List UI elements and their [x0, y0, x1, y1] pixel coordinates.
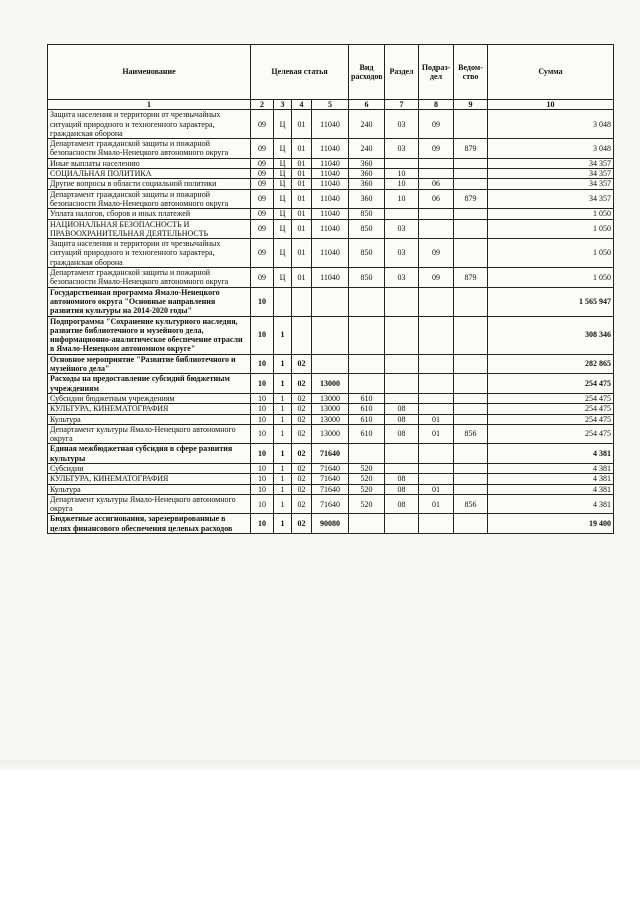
target-code-1: 10	[251, 374, 274, 394]
row-name: Субсидии бюджетным учреждениям	[48, 393, 251, 403]
target-code-2: 1	[274, 494, 292, 514]
section: 08	[385, 494, 419, 514]
table-row	[48, 514, 614, 534]
amount: 1 050	[488, 209, 614, 219]
expense-type: 850	[349, 209, 385, 219]
amount: 1 050	[488, 239, 614, 268]
department-code	[454, 404, 488, 414]
row-name: Культура	[48, 414, 251, 424]
target-code-3: 01	[292, 139, 312, 159]
expense-type: 360	[349, 189, 385, 209]
amount: 4 381	[488, 484, 614, 494]
target-code-2: Ц	[274, 268, 292, 288]
header-summa: Сумма	[488, 45, 614, 100]
target-code-1: 09	[251, 169, 274, 179]
department-code	[454, 158, 488, 168]
section	[385, 158, 419, 168]
target-code-3: 01	[292, 110, 312, 139]
subsection: 01	[419, 414, 454, 424]
col-number: 8	[419, 100, 454, 110]
department-code	[454, 463, 488, 473]
section	[385, 393, 419, 403]
table-row	[48, 354, 614, 374]
target-code-4	[312, 287, 349, 316]
department-code: 856	[454, 424, 488, 444]
budget-table	[47, 44, 614, 534]
target-code-2: 1	[274, 474, 292, 484]
expense-type: 850	[349, 219, 385, 239]
subsection	[419, 393, 454, 403]
expense-type: 520	[349, 494, 385, 514]
section: 03	[385, 268, 419, 288]
row-name: Субсидии	[48, 463, 251, 473]
header-row	[48, 45, 614, 100]
section: 10	[385, 189, 419, 209]
expense-type	[349, 374, 385, 394]
target-code-4: 13000	[312, 393, 349, 403]
subsection	[419, 287, 454, 316]
section	[385, 316, 419, 354]
table-body	[48, 110, 614, 534]
target-code-4: 11040	[312, 139, 349, 159]
subsection: 06	[419, 179, 454, 189]
col-number: 1	[48, 100, 251, 110]
target-code-3: 01	[292, 179, 312, 189]
subsection	[419, 404, 454, 414]
expense-type: 520	[349, 474, 385, 484]
section	[385, 209, 419, 219]
subsection: 09	[419, 268, 454, 288]
subsection	[419, 219, 454, 239]
target-code-3	[292, 316, 312, 354]
amount: 34 357	[488, 158, 614, 168]
target-code-2: Ц	[274, 239, 292, 268]
target-code-2: 1	[274, 404, 292, 414]
col-number: 9	[454, 100, 488, 110]
target-code-3: 02	[292, 474, 312, 484]
target-code-3: 02	[292, 404, 312, 414]
department-code	[454, 316, 488, 354]
header-target: Целевая статья	[251, 45, 349, 100]
target-code-3: 02	[292, 414, 312, 424]
section	[385, 514, 419, 534]
department-code	[454, 374, 488, 394]
row-name: Департамент гражданской защиты и пожарной безопасности Ямало-Ненецкого автономного округа	[48, 268, 251, 288]
department-code: 879	[454, 139, 488, 159]
table-row	[48, 219, 614, 239]
department-code	[454, 514, 488, 534]
amount: 34 357	[488, 179, 614, 189]
col-number: 10	[488, 100, 614, 110]
section: 10	[385, 179, 419, 189]
section	[385, 444, 419, 464]
section	[385, 287, 419, 316]
table-row	[48, 494, 614, 514]
target-code-4: 71640	[312, 484, 349, 494]
expense-type	[349, 514, 385, 534]
expense-type: 610	[349, 404, 385, 414]
col-number: 7	[385, 100, 419, 110]
table-row	[48, 110, 614, 139]
col-number: 2	[251, 100, 274, 110]
expense-type: 610	[349, 424, 385, 444]
expense-type	[349, 444, 385, 464]
expense-type	[349, 287, 385, 316]
section: 03	[385, 239, 419, 268]
target-code-3: 02	[292, 424, 312, 444]
target-code-2: 1	[274, 414, 292, 424]
target-code-1: 10	[251, 393, 274, 403]
amount: 3 048	[488, 139, 614, 159]
target-code-4: 11040	[312, 209, 349, 219]
department-code	[454, 393, 488, 403]
table-row	[48, 374, 614, 394]
table-row	[48, 404, 614, 414]
table-row	[48, 474, 614, 484]
target-code-3: 02	[292, 444, 312, 464]
target-code-1: 10	[251, 354, 274, 374]
target-code-4: 11040	[312, 268, 349, 288]
target-code-1: 09	[251, 268, 274, 288]
table-row	[48, 484, 614, 494]
table-row	[48, 158, 614, 168]
col-number: 3	[274, 100, 292, 110]
row-name: Культура	[48, 484, 251, 494]
subsection	[419, 209, 454, 219]
target-code-1: 10	[251, 424, 274, 444]
target-code-2: 1	[274, 463, 292, 473]
section: 08	[385, 414, 419, 424]
table-row	[48, 169, 614, 179]
subsection: 09	[419, 239, 454, 268]
table-row	[48, 287, 614, 316]
target-code-1: 09	[251, 189, 274, 209]
amount: 1 050	[488, 268, 614, 288]
department-code	[454, 414, 488, 424]
target-code-4: 11040	[312, 169, 349, 179]
table-row	[48, 189, 614, 209]
amount: 308 346	[488, 316, 614, 354]
expense-type: 520	[349, 484, 385, 494]
row-name: КУЛЬТУРА, КИНЕМАТОГРАФИЯ	[48, 404, 251, 414]
row-name: Защита населения и территории от чрезвычайных ситуаций природного и техногенного характера, гражданская оборона	[48, 110, 251, 139]
amount: 254 475	[488, 424, 614, 444]
header-razdel: Раздел	[385, 45, 419, 100]
target-code-4	[312, 354, 349, 374]
amount: 4 381	[488, 474, 614, 484]
department-code	[454, 354, 488, 374]
row-name: Единая межбюджетная субсидия в сфере развития культуры	[48, 444, 251, 464]
expense-type: 240	[349, 110, 385, 139]
subsection: 09	[419, 139, 454, 159]
amount: 1 565 947	[488, 287, 614, 316]
target-code-2: 1	[274, 374, 292, 394]
row-name: Иные выплаты населению	[48, 158, 251, 168]
subsection	[419, 354, 454, 374]
section: 08	[385, 484, 419, 494]
target-code-1: 10	[251, 287, 274, 316]
target-code-3: 02	[292, 484, 312, 494]
department-code	[454, 179, 488, 189]
target-code-4: 13000	[312, 414, 349, 424]
header-vid: Вид расходов	[349, 45, 385, 100]
amount: 3 048	[488, 110, 614, 139]
subsection	[419, 316, 454, 354]
department-code: 856	[454, 494, 488, 514]
target-code-1: 09	[251, 219, 274, 239]
target-code-4	[312, 316, 349, 354]
expense-type: 610	[349, 393, 385, 403]
section: 08	[385, 424, 419, 444]
amount: 19 400	[488, 514, 614, 534]
target-code-2: Ц	[274, 209, 292, 219]
subsection	[419, 158, 454, 168]
row-name: Государственная программа Ямало-Ненецкого автономного округа "Основные направления развития культуры на 2014-2020 годы"	[48, 287, 251, 316]
amount: 254 475	[488, 374, 614, 394]
row-name: СОЦИАЛЬНАЯ ПОЛИТИКА	[48, 169, 251, 179]
scan-edge	[0, 760, 640, 770]
amount: 1 050	[488, 219, 614, 239]
subsection: 01	[419, 484, 454, 494]
table-row	[48, 179, 614, 189]
section: 08	[385, 404, 419, 414]
subsection: 01	[419, 494, 454, 514]
subsection: 01	[419, 424, 454, 444]
target-code-3: 02	[292, 463, 312, 473]
amount: 282 865	[488, 354, 614, 374]
expense-type	[349, 316, 385, 354]
target-code-3: 01	[292, 219, 312, 239]
subsection	[419, 514, 454, 534]
table-row	[48, 239, 614, 268]
target-code-4: 13000	[312, 424, 349, 444]
row-name: НАЦИОНАЛЬНАЯ БЕЗОПАСНОСТЬ И ПРАВООХРАНИТЕЛЬНАЯ ДЕЯТЕЛЬНОСТЬ	[48, 219, 251, 239]
expense-type: 520	[349, 463, 385, 473]
department-code	[454, 239, 488, 268]
target-code-1: 10	[251, 316, 274, 354]
row-name: Уплата налогов, сборов и иных платежей	[48, 209, 251, 219]
target-code-4: 11040	[312, 110, 349, 139]
table-row	[48, 316, 614, 354]
target-code-3: 02	[292, 374, 312, 394]
subsection	[419, 169, 454, 179]
section: 08	[385, 474, 419, 484]
target-code-3	[292, 287, 312, 316]
table-row	[48, 424, 614, 444]
target-code-4: 11040	[312, 189, 349, 209]
target-code-4: 13000	[312, 374, 349, 394]
target-code-4: 11040	[312, 219, 349, 239]
target-code-3: 01	[292, 268, 312, 288]
row-name: Департамент культуры Ямало-Ненецкого автономного округа	[48, 494, 251, 514]
target-code-2: Ц	[274, 158, 292, 168]
expense-type: 240	[349, 139, 385, 159]
target-code-2: 1	[274, 393, 292, 403]
target-code-2: 1	[274, 424, 292, 444]
table-row	[48, 414, 614, 424]
row-name: Расходы на предоставление субсидий бюджетным учреждениям	[48, 374, 251, 394]
subsection	[419, 474, 454, 484]
target-code-2: 1	[274, 316, 292, 354]
header-vedomstvo: Ведом-ство	[454, 45, 488, 100]
target-code-1: 09	[251, 209, 274, 219]
amount: 254 475	[488, 414, 614, 424]
target-code-2: 1	[274, 514, 292, 534]
table-row	[48, 268, 614, 288]
target-code-4: 90080	[312, 514, 349, 534]
target-code-2: 1	[274, 484, 292, 494]
department-code: 879	[454, 189, 488, 209]
amount: 34 357	[488, 189, 614, 209]
target-code-1: 09	[251, 110, 274, 139]
target-code-4: 11040	[312, 179, 349, 189]
row-name: Другие вопросы в области социальной политики	[48, 179, 251, 189]
target-code-3: 01	[292, 158, 312, 168]
target-code-2: 1	[274, 444, 292, 464]
table-row	[48, 463, 614, 473]
target-code-3: 01	[292, 209, 312, 219]
row-name: Подпрограмма "Сохранение культурного наследия, развитие библиотечного и музейного дела, информационно-аналитическое обеспечение отрасли в Ямало-Ненецком автономном округе"	[48, 316, 251, 354]
subsection	[419, 444, 454, 464]
target-code-3: 02	[292, 354, 312, 374]
amount: 4 381	[488, 494, 614, 514]
col-number: 5	[312, 100, 349, 110]
amount: 4 381	[488, 463, 614, 473]
department-code	[454, 110, 488, 139]
target-code-2: Ц	[274, 219, 292, 239]
amount: 4 381	[488, 444, 614, 464]
table-row	[48, 139, 614, 159]
expense-type: 360	[349, 158, 385, 168]
expense-type: 360	[349, 179, 385, 189]
target-code-2: 1	[274, 354, 292, 374]
target-code-1: 10	[251, 494, 274, 514]
department-code	[454, 484, 488, 494]
target-code-3: 01	[292, 239, 312, 268]
target-code-2: Ц	[274, 110, 292, 139]
row-name: КУЛЬТУРА, КИНЕМАТОГРАФИЯ	[48, 474, 251, 484]
target-code-1: 10	[251, 404, 274, 414]
target-code-4: 71640	[312, 494, 349, 514]
target-code-1: 09	[251, 139, 274, 159]
department-code	[454, 474, 488, 484]
department-code	[454, 444, 488, 464]
section: 03	[385, 219, 419, 239]
col-number: 6	[349, 100, 385, 110]
target-code-4: 11040	[312, 158, 349, 168]
target-code-1: 09	[251, 239, 274, 268]
section: 03	[385, 139, 419, 159]
subsection	[419, 374, 454, 394]
target-code-3: 02	[292, 393, 312, 403]
section	[385, 374, 419, 394]
section	[385, 463, 419, 473]
section: 03	[385, 110, 419, 139]
row-name: Бюджетные ассигнования, зарезервированные в целях финансового обеспечения целевых расходов	[48, 514, 251, 534]
subsection	[419, 463, 454, 473]
target-code-1: 10	[251, 474, 274, 484]
department-code	[454, 169, 488, 179]
department-code	[454, 287, 488, 316]
target-code-1: 10	[251, 514, 274, 534]
target-code-3: 01	[292, 169, 312, 179]
target-code-3: 02	[292, 514, 312, 534]
department-code	[454, 219, 488, 239]
table-row	[48, 393, 614, 403]
target-code-4: 71640	[312, 474, 349, 484]
subsection: 09	[419, 110, 454, 139]
target-code-1: 10	[251, 484, 274, 494]
subsection: 06	[419, 189, 454, 209]
department-code: 879	[454, 268, 488, 288]
target-code-2: Ц	[274, 139, 292, 159]
row-name: Департамент гражданской защиты и пожарной безопасности Ямало-Ненецкого автономного округа	[48, 189, 251, 209]
target-code-2: Ц	[274, 189, 292, 209]
target-code-4: 11040	[312, 239, 349, 268]
expense-type	[349, 354, 385, 374]
department-code	[454, 209, 488, 219]
row-name: Департамент культуры Ямало-Ненецкого автономного округа	[48, 424, 251, 444]
table-row	[48, 209, 614, 219]
target-code-2	[274, 287, 292, 316]
row-name: Основное мероприятие "Развитие библиотечного и музейного дела"	[48, 354, 251, 374]
column-number-row	[48, 100, 614, 110]
target-code-1: 10	[251, 463, 274, 473]
target-code-1: 10	[251, 444, 274, 464]
target-code-3: 02	[292, 494, 312, 514]
target-code-4: 71640	[312, 463, 349, 473]
header-podrazdel: Подраз-дел	[419, 45, 454, 100]
target-code-4: 13000	[312, 404, 349, 414]
expense-type: 850	[349, 239, 385, 268]
expense-type: 360	[349, 169, 385, 179]
target-code-4: 71640	[312, 444, 349, 464]
target-code-1: 10	[251, 414, 274, 424]
expense-type: 610	[349, 414, 385, 424]
amount: 34 357	[488, 169, 614, 179]
row-name: Департамент гражданской защиты и пожарной безопасности Ямало-Ненецкого автономного округа	[48, 139, 251, 159]
expense-type: 850	[349, 268, 385, 288]
target-code-3: 01	[292, 189, 312, 209]
col-number: 4	[292, 100, 312, 110]
table-row	[48, 444, 614, 464]
target-code-1: 09	[251, 158, 274, 168]
target-code-1: 09	[251, 179, 274, 189]
row-name: Защита населения и территории от чрезвычайных ситуаций природного и техногенного характера, гражданская оборона	[48, 239, 251, 268]
header-name: Наименование	[48, 45, 251, 100]
amount: 254 475	[488, 393, 614, 403]
section	[385, 354, 419, 374]
target-code-2: Ц	[274, 169, 292, 179]
target-code-2: Ц	[274, 179, 292, 189]
amount: 254 475	[488, 404, 614, 414]
section: 10	[385, 169, 419, 179]
